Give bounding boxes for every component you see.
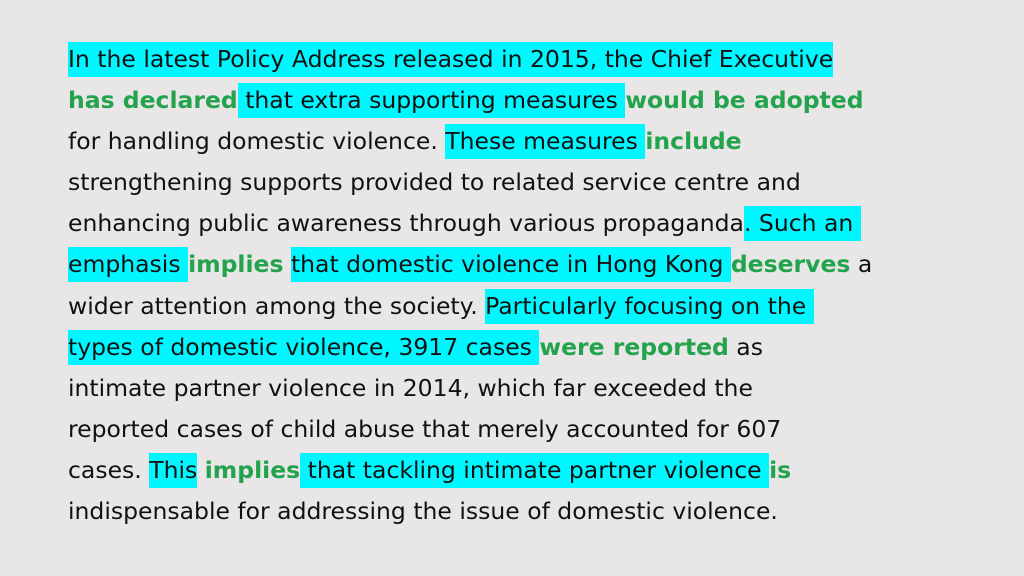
plain-text: strengthening supports provided to related service centre and: [68, 168, 801, 197]
text-line: [68, 451, 968, 492]
verb-text: implies: [188, 250, 284, 279]
plain-text: intimate partner violence in 2014, which far exceeded the: [68, 373, 753, 402]
text-line: [68, 204, 968, 245]
text-line: [68, 122, 968, 163]
highlighted-text: emphasis: [68, 247, 188, 282]
highlighted-text: that extra supporting measures: [238, 83, 626, 118]
plain-text: reported cases of child abuse that merely accounted for 607: [68, 414, 782, 443]
verb-text: has declared: [68, 86, 238, 115]
text-line: [68, 492, 968, 533]
highlighted-text: In the latest Policy Address released in 2015, the Chief Executive: [68, 42, 833, 77]
highlighted-text: This: [149, 453, 197, 488]
highlighted-text: These measures: [445, 124, 645, 159]
text-line: [68, 287, 968, 328]
plain-text: enhancing public awareness through various propaganda: [68, 209, 744, 238]
highlighted-text: that domestic violence in Hong Kong: [291, 247, 731, 282]
plain-text: a: [850, 250, 873, 279]
verb-text: deserves: [730, 250, 851, 279]
text-line: [68, 328, 968, 369]
plain-text: cases.: [68, 455, 150, 484]
text-line: [68, 163, 968, 204]
highlighted-text: that tackling intimate partner violence: [300, 453, 769, 488]
plain-text: [197, 453, 204, 488]
verb-text: were reported: [539, 332, 729, 361]
verb-text: would be adopted: [625, 86, 864, 115]
plain-text: wider attention among the society.: [68, 291, 486, 320]
text-line: [68, 81, 968, 122]
verb-text: is: [769, 455, 792, 484]
plain-text: [283, 247, 290, 282]
plain-text: indispensable for addressing the issue of domestic violence.: [68, 497, 778, 526]
highlighted-text: types of domestic violence, 3917 cases: [68, 330, 539, 365]
verb-text: implies: [204, 455, 301, 484]
plain-text: for handling domestic violence.: [68, 127, 446, 156]
text-line: [68, 245, 968, 286]
text-line: [68, 40, 968, 81]
highlighted-text: Particularly focusing on the: [485, 289, 814, 324]
paragraph: [68, 40, 968, 533]
text-line: [68, 410, 968, 451]
text-line: [68, 369, 968, 410]
plain-text: as: [728, 332, 763, 361]
highlighted-text: . Such an: [744, 206, 861, 241]
verb-text: include: [645, 127, 742, 156]
